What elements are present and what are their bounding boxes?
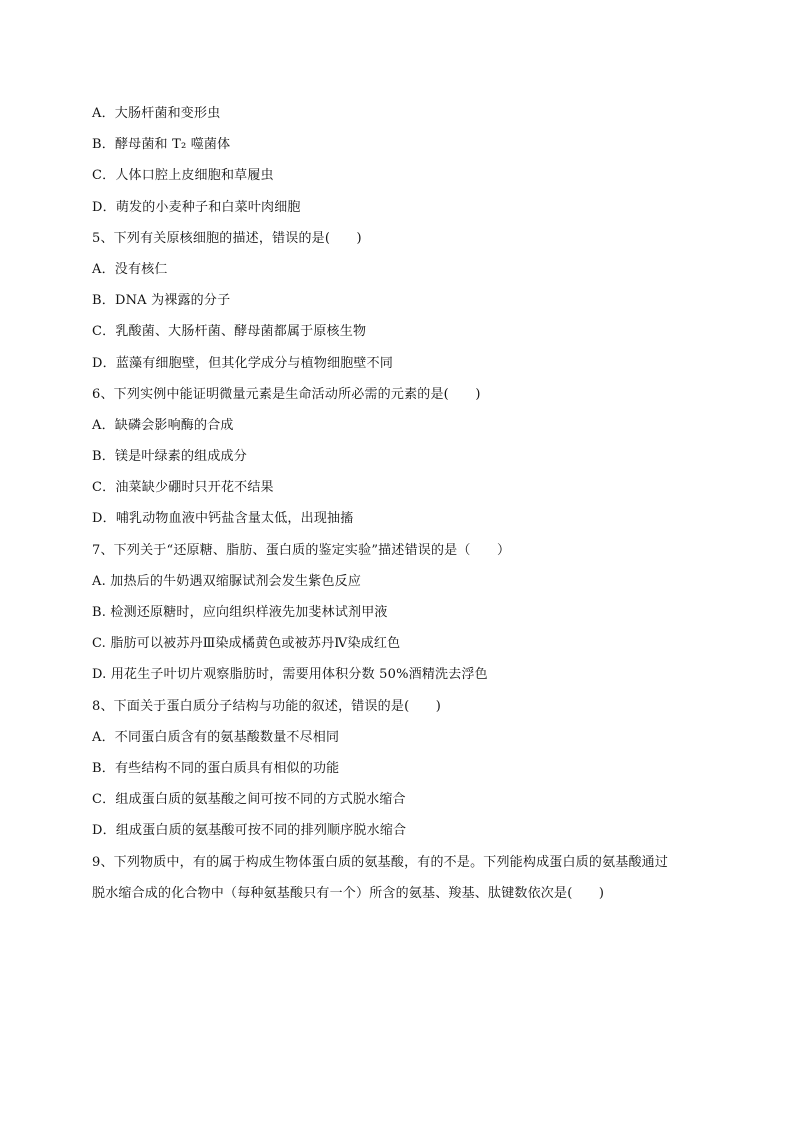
q6-stem: 6、下列实例中能证明微量元素是生命活动所必需的元素的是( ) bbox=[92, 386, 481, 402]
q6-option-c: C．油菜缺少硼时只开花不结果 bbox=[92, 480, 274, 496]
q5-option-d: D．蓝藻有细胞壁，但其化学成分与植物细胞壁不同 bbox=[92, 355, 394, 371]
q5-option-b: B．DNA 为裸露的分子 bbox=[92, 293, 231, 309]
q5-stem: 5、下列有关原核细胞的描述，错误的是( ) bbox=[92, 230, 362, 246]
q5-option-a: A．没有核仁 bbox=[92, 261, 168, 277]
q4-option-a: A．大肠杆菌和变形虫 bbox=[92, 106, 221, 121]
q8-option-d: D．组成蛋白质的氨基酸可按不同的排列顺序脱水缩合 bbox=[92, 823, 407, 839]
q7-option-d: D. 用花生子叶切片观察脂肪时，需要用体积分数 50%酒精洗去浮色 bbox=[92, 667, 488, 683]
q8-stem: 8、下面关于蛋白质分子结构与功能的叙述，错误的是( ) bbox=[92, 698, 442, 714]
q8-option-a: A．不同蛋白质含有的氨基酸数量不尽相同 bbox=[92, 729, 340, 745]
q8-option-b: B．有些结构不同的蛋白质具有相似的功能 bbox=[92, 760, 340, 776]
q6-option-a: A．缺磷会影响酶的合成 bbox=[92, 417, 234, 433]
q9-stem-line2: 脱水缩合成的化合物中（每种氨基酸只有一个）所含的氨基、羧基、肽键数依次是( ) bbox=[92, 885, 605, 901]
q9-stem-line1: 9、下列物质中，有的属于构成生物体蛋白质的氨基酸，有的不是。下列能构成蛋白质的氨基酸通过 bbox=[92, 854, 669, 870]
q8-option-c: C．组成蛋白质的氨基酸之间可按不同的方式脱水缩合 bbox=[92, 792, 406, 808]
q6-option-b: B．镁是叶绿素的组成成分 bbox=[92, 449, 247, 465]
q4-option-d: D．萌发的小麦种子和白菜叶肉细胞 bbox=[92, 199, 301, 215]
document-page bbox=[92, 98, 732, 909]
q6-option-d: D．哺乳动物血液中钙盐含量太低，出现抽搐 bbox=[92, 511, 354, 527]
q7-option-a: A. 加热后的牛奶遇双缩脲试剂会发生紫色反应 bbox=[92, 573, 362, 589]
q4-option-c: C．人体口腔上皮细胞和草履虫 bbox=[92, 168, 274, 184]
q7-option-c: C. 脂肪可以被苏丹Ⅲ染成橘黄色或被苏丹Ⅳ染成红色 bbox=[92, 636, 401, 652]
q7-stem: 7、下列关于“还原糖、脂肪、蛋白质的鉴定实验”描述错误的是（ ） bbox=[92, 542, 511, 558]
q5-option-c: C．乳酸菌、大肠杆菌、酵母菌都属于原核生物 bbox=[92, 324, 367, 340]
q4-option-b: B．酵母菌和 T₂ 噬菌体 bbox=[92, 137, 231, 153]
q7-option-b: B. 检测还原糖时，应向组织样液先加斐林试剂甲液 bbox=[92, 605, 388, 620]
